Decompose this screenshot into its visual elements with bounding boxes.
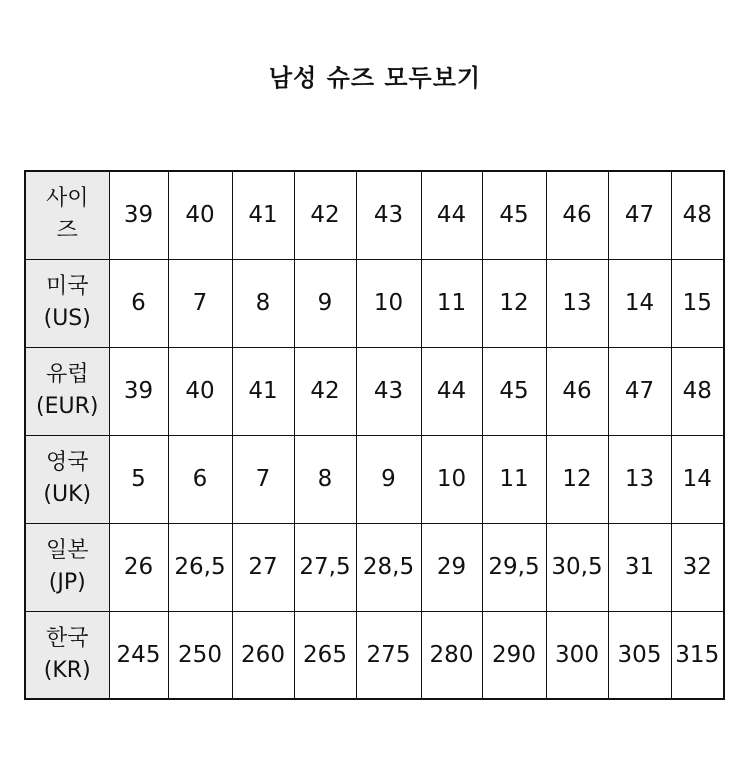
size-value-cell: 275 xyxy=(356,611,421,699)
size-value-cell: 10 xyxy=(421,435,482,523)
size-value-cell: 27,5 xyxy=(294,523,356,611)
size-value-cell: 30,5 xyxy=(546,523,608,611)
size-value-cell: 45 xyxy=(482,171,546,259)
row-label-text: 사이 xyxy=(45,186,89,212)
row-label-cell xyxy=(25,259,109,347)
size-value-cell: 41 xyxy=(232,347,294,435)
size-table-body xyxy=(25,171,724,699)
size-value-cell: 26 xyxy=(109,523,168,611)
size-value-cell: 11 xyxy=(421,259,482,347)
size-value-cell: 39 xyxy=(109,171,168,259)
size-chart-table xyxy=(24,170,725,700)
row-label-cell xyxy=(25,347,109,435)
size-value-cell: 47 xyxy=(608,347,671,435)
size-value-cell: 290 xyxy=(482,611,546,699)
size-value-cell: 48 xyxy=(671,171,724,259)
row-label-text: 영국 xyxy=(45,450,89,475)
table-row xyxy=(25,435,724,523)
size-value-cell: 31 xyxy=(608,523,671,611)
size-value-cell: 27 xyxy=(232,523,294,611)
size-value-cell: 6 xyxy=(168,435,232,523)
row-label-cell xyxy=(25,435,109,523)
page-title: 남성 슈즈 모두보기 xyxy=(268,64,482,92)
size-value-cell: 43 xyxy=(356,347,421,435)
size-value-cell: 12 xyxy=(482,259,546,347)
size-value-cell: 12 xyxy=(546,435,608,523)
size-value-cell: 28,5 xyxy=(356,523,421,611)
row-label-text: 미국 xyxy=(45,274,89,299)
size-value-cell: 43 xyxy=(356,171,421,259)
row-label-cell xyxy=(25,611,109,699)
table-row xyxy=(25,347,724,435)
size-value-cell: 39 xyxy=(109,347,168,435)
table-row xyxy=(25,523,724,611)
size-value-cell: 5 xyxy=(109,435,168,523)
size-value-cell: 10 xyxy=(356,259,421,347)
size-value-cell: 245 xyxy=(109,611,168,699)
size-value-cell: 7 xyxy=(168,259,232,347)
size-value-cell: 250 xyxy=(168,611,232,699)
table-row xyxy=(25,611,724,699)
size-value-cell: 32 xyxy=(671,523,724,611)
size-value-cell: 42 xyxy=(294,347,356,435)
size-value-cell: 44 xyxy=(421,347,482,435)
size-value-cell: 26,5 xyxy=(168,523,232,611)
size-value-cell: 40 xyxy=(168,347,232,435)
size-value-cell: 48 xyxy=(671,347,724,435)
size-value-cell: 46 xyxy=(546,347,608,435)
row-label-text: (JP) xyxy=(48,570,86,595)
row-label-cell xyxy=(25,171,109,259)
size-value-cell: 14 xyxy=(608,259,671,347)
size-value-cell: 7 xyxy=(232,435,294,523)
size-value-cell: 14 xyxy=(671,435,724,523)
size-value-cell: 9 xyxy=(294,259,356,347)
size-value-cell: 42 xyxy=(294,171,356,259)
size-value-cell: 8 xyxy=(232,259,294,347)
size-value-cell: 305 xyxy=(608,611,671,699)
table-row xyxy=(25,171,724,259)
row-label-text: 한국 xyxy=(45,625,89,651)
row-label-text: 유럽 xyxy=(45,362,89,387)
size-value-cell: 46 xyxy=(546,171,608,259)
size-value-cell: 40 xyxy=(168,171,232,259)
row-label-text: 즈 xyxy=(56,218,78,244)
size-value-cell: 44 xyxy=(421,171,482,259)
size-value-cell: 47 xyxy=(608,171,671,259)
row-label-text: (UK) xyxy=(43,482,92,507)
size-value-cell: 13 xyxy=(608,435,671,523)
table-row xyxy=(25,259,724,347)
row-label-text: (US) xyxy=(43,306,91,331)
size-value-cell: 300 xyxy=(546,611,608,699)
size-value-cell: 29 xyxy=(421,523,482,611)
size-value-cell: 41 xyxy=(232,171,294,259)
size-value-cell: 13 xyxy=(546,259,608,347)
size-value-cell: 280 xyxy=(421,611,482,699)
size-value-cell: 15 xyxy=(671,259,724,347)
size-value-cell: 45 xyxy=(482,347,546,435)
size-value-cell: 11 xyxy=(482,435,546,523)
size-value-cell: 29,5 xyxy=(482,523,546,611)
row-label-text: (KR) xyxy=(43,657,91,683)
size-value-cell: 6 xyxy=(109,259,168,347)
size-value-cell: 8 xyxy=(294,435,356,523)
size-value-cell: 265 xyxy=(294,611,356,699)
row-label-text: 일본 xyxy=(45,538,89,563)
size-value-cell: 260 xyxy=(232,611,294,699)
row-label-text: (EUR) xyxy=(36,394,99,419)
size-value-cell: 9 xyxy=(356,435,421,523)
size-value-cell: 315 xyxy=(671,611,724,699)
row-label-cell xyxy=(25,523,109,611)
